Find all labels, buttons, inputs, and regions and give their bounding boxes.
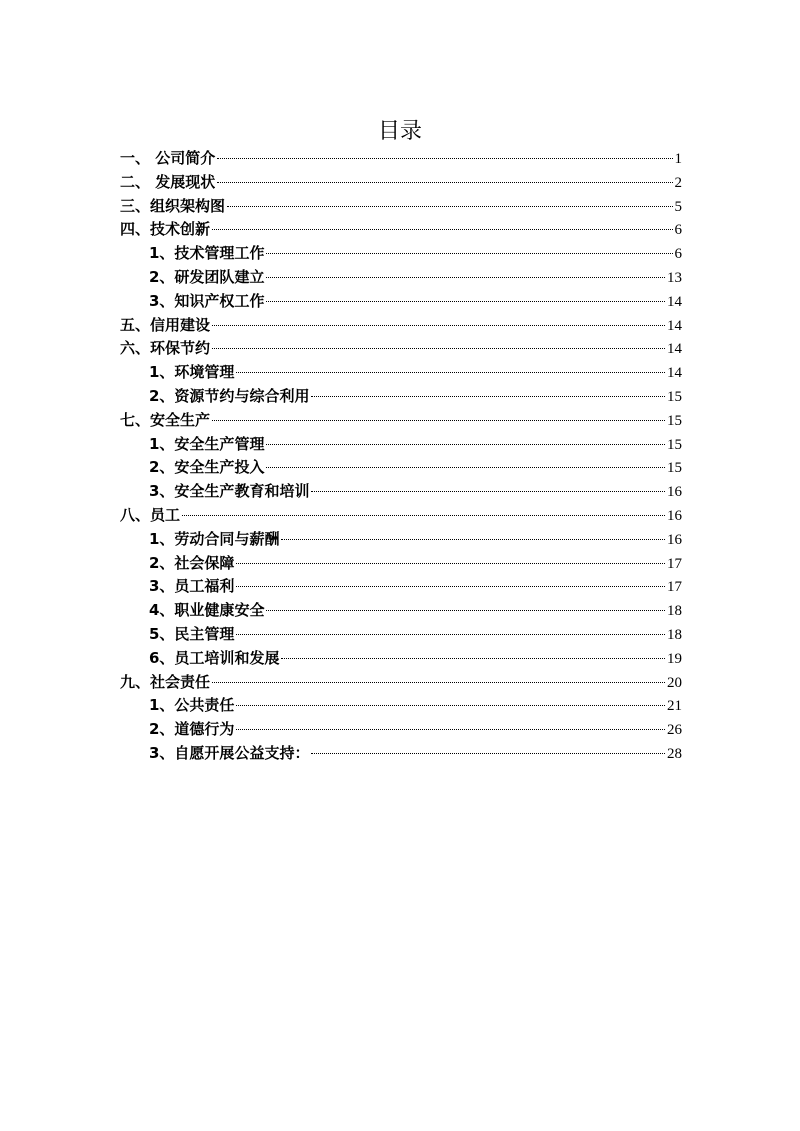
toc-subsection-entry[interactable] xyxy=(120,528,682,552)
toc-dot-leader xyxy=(212,229,672,230)
toc-page-number: 18 xyxy=(667,603,682,620)
toc-page-number: 5 xyxy=(674,198,682,215)
toc-section-entry[interactable] xyxy=(120,147,682,171)
toc-section-entry[interactable] xyxy=(120,218,682,242)
toc-dot-leader xyxy=(212,420,665,421)
toc-dot-leader xyxy=(281,658,665,659)
toc-entry-label: 八、员工 xyxy=(120,505,181,524)
toc-page-number: 6 xyxy=(674,222,682,239)
toc-entry-label: 六、环保节约 xyxy=(120,339,211,358)
toc-dot-leader xyxy=(266,277,665,278)
toc-dot-leader xyxy=(217,182,672,183)
toc-dot-leader xyxy=(311,396,665,397)
toc-section-entry[interactable] xyxy=(120,671,682,695)
toc-dot-leader xyxy=(217,158,672,159)
toc-entry-label: 2、研发团队建立 xyxy=(149,267,265,286)
toc-page-number: 2 xyxy=(674,174,682,191)
toc-dot-leader xyxy=(311,491,665,492)
toc-subsection-entry[interactable] xyxy=(120,480,682,504)
toc-entry-label: 3、员工福利 xyxy=(149,577,235,596)
toc-page-number: 16 xyxy=(667,531,682,548)
table-of-contents xyxy=(120,147,682,766)
toc-entry-label: 2、资源节约与综合利用 xyxy=(149,386,310,405)
toc-dot-leader xyxy=(266,301,665,302)
toc-page-number: 15 xyxy=(667,388,682,405)
toc-entry-label: 二、 发展现状 xyxy=(120,172,216,191)
toc-entry-label: 5、民主管理 xyxy=(149,624,235,643)
toc-page-number: 20 xyxy=(667,674,682,691)
toc-entry-label: 七、安全生产 xyxy=(120,410,211,429)
toc-page-number: 14 xyxy=(667,293,682,310)
toc-entry-label: 九、社会责任 xyxy=(120,672,211,691)
toc-entry-label: 3、自愿开展公益支持： xyxy=(149,743,310,762)
toc-subsection-entry[interactable] xyxy=(120,361,682,385)
toc-page-number: 21 xyxy=(667,698,682,715)
toc-page-number: 13 xyxy=(667,269,682,286)
toc-entry-label: 1、安全生产管理 xyxy=(149,434,265,453)
toc-page-number: 6 xyxy=(674,246,682,263)
toc-entry-label: 三、组织架构图 xyxy=(120,196,226,215)
toc-subsection-entry[interactable] xyxy=(120,575,682,599)
toc-dot-leader xyxy=(236,729,665,730)
toc-entry-label: 6、员工培训和发展 xyxy=(149,648,280,667)
toc-section-entry[interactable] xyxy=(120,504,682,528)
toc-entry-label: 1、劳动合同与薪酬 xyxy=(149,529,280,548)
toc-dot-leader xyxy=(236,586,665,587)
toc-dot-leader xyxy=(212,682,665,683)
toc-dot-leader xyxy=(266,610,665,611)
toc-entry-label: 4、职业健康安全 xyxy=(149,601,265,620)
toc-subsection-entry[interactable] xyxy=(120,290,682,314)
page-title: 目录 xyxy=(377,119,422,144)
toc-page-number: 15 xyxy=(667,460,682,477)
toc-subsection-entry[interactable] xyxy=(120,385,682,409)
toc-dot-leader xyxy=(182,515,665,516)
toc-subsection-entry[interactable] xyxy=(120,242,682,266)
toc-page-number: 28 xyxy=(667,745,682,762)
toc-entry-label: 1、公共责任 xyxy=(149,696,235,715)
toc-section-entry[interactable] xyxy=(120,195,682,219)
toc-subsection-entry[interactable] xyxy=(120,647,682,671)
toc-entry-label: 一、 公司简介 xyxy=(120,149,216,167)
toc-subsection-entry[interactable] xyxy=(120,266,682,290)
toc-page-number: 15 xyxy=(667,412,682,429)
toc-section-entry[interactable] xyxy=(120,171,682,195)
toc-page-number: 14 xyxy=(667,317,682,334)
toc-page-number: 15 xyxy=(667,436,682,453)
toc-entry-label: 3、安全生产教育和培训 xyxy=(149,482,310,501)
toc-entry-label: 2、道德行为 xyxy=(149,720,235,739)
toc-dot-leader xyxy=(236,372,665,373)
toc-entry-label: 1、技术管理工作 xyxy=(149,244,265,263)
toc-subsection-entry[interactable] xyxy=(120,623,682,647)
toc-page-number: 19 xyxy=(667,650,682,667)
toc-dot-leader xyxy=(266,444,665,445)
toc-dot-leader xyxy=(212,348,665,349)
toc-subsection-entry[interactable] xyxy=(120,599,682,623)
toc-subsection-entry[interactable] xyxy=(120,694,682,718)
toc-page-number: 14 xyxy=(667,365,682,382)
toc-dot-leader xyxy=(236,705,665,706)
toc-page-number: 26 xyxy=(667,722,682,739)
toc-entry-label: 五、信用建设 xyxy=(120,315,211,334)
toc-entry-label: 1、环境管理 xyxy=(149,363,235,382)
toc-subsection-entry[interactable] xyxy=(120,456,682,480)
toc-subsection-entry[interactable] xyxy=(120,718,682,742)
toc-dot-leader xyxy=(227,206,672,207)
toc-page-number: 16 xyxy=(667,507,682,524)
toc-dot-leader xyxy=(212,325,665,326)
toc-page-number: 1 xyxy=(674,151,682,167)
toc-entry-label: 四、技术创新 xyxy=(120,220,211,239)
toc-dot-leader xyxy=(236,634,665,635)
toc-section-entry[interactable] xyxy=(120,337,682,361)
toc-section-entry[interactable] xyxy=(120,409,682,433)
toc-dot-leader xyxy=(236,563,665,564)
toc-dot-leader xyxy=(266,253,672,254)
toc-dot-leader xyxy=(266,467,665,468)
toc-page-number: 17 xyxy=(667,555,682,572)
toc-page-number: 17 xyxy=(667,579,682,596)
toc-page-number: 18 xyxy=(667,626,682,643)
toc-page-number: 14 xyxy=(667,341,682,358)
toc-entry-label: 2、社会保障 xyxy=(149,553,235,572)
toc-dot-leader xyxy=(281,539,665,540)
toc-subsection-entry[interactable] xyxy=(120,552,682,576)
toc-page-number: 16 xyxy=(667,484,682,501)
toc-subsection-entry[interactable] xyxy=(120,433,682,457)
toc-section-entry[interactable] xyxy=(120,314,682,338)
toc-dot-leader xyxy=(311,753,665,754)
toc-subsection-entry[interactable] xyxy=(120,742,682,766)
toc-entry-label: 2、安全生产投入 xyxy=(149,458,265,477)
toc-entry-label: 3、知识产权工作 xyxy=(149,291,265,310)
